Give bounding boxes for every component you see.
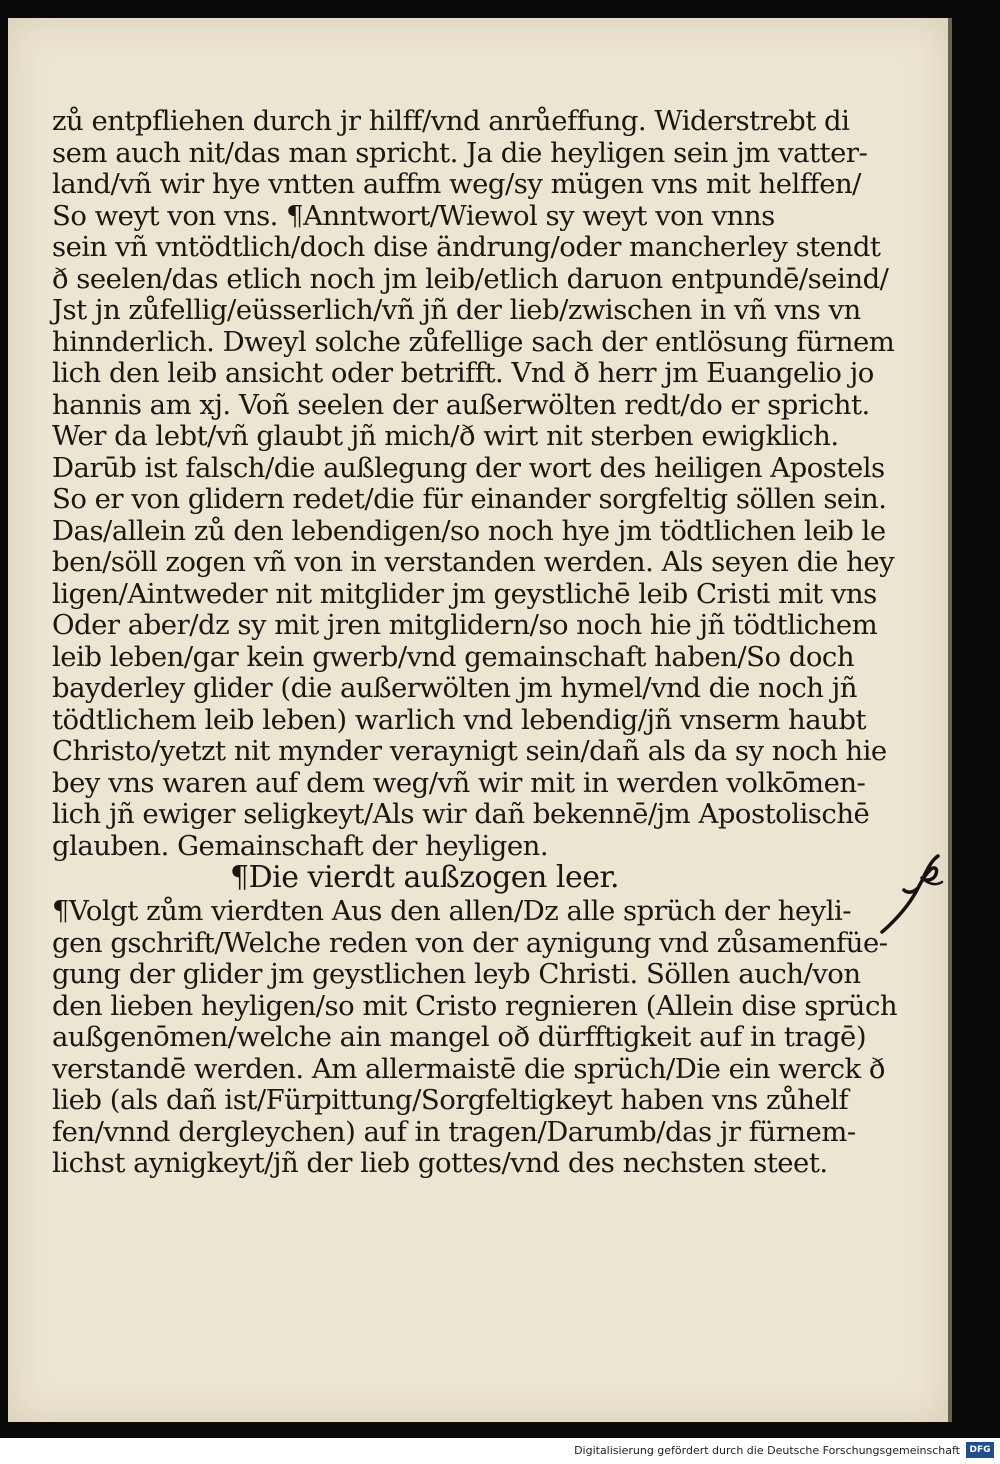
- text-line: sem auch nit/das man spricht. Ja die heyligen sein jm vatter-: [52, 136, 868, 169]
- text-line: Christo/yetzt nit mynder veraynigt sein/dañ als da sy noch hie: [52, 735, 887, 767]
- text-line: leib leben/gar kein gwerb/vnd gemainschaft haben/So doch: [52, 640, 855, 673]
- text-line: bey vns waren auf dem weg/vñ wir mit in werden volkōmen-: [52, 766, 866, 799]
- text-line: Das/allein zů den lebendigen/so noch hye jm tödtlichen leib le: [52, 514, 886, 547]
- text-line: land/vñ wir hye vntten auffm weg/sy mügen vns mit helffen/: [52, 168, 861, 200]
- body-text: [52, 105, 898, 1180]
- text-line: ð seelen/das etlich noch jm leib/etlich daruon entpundē/seind/: [52, 262, 889, 295]
- text-line: Darūb ist falsch/die außlegung der wort des heiligen Apostels: [52, 451, 885, 484]
- text-line: So er von glidern redet/die für einander sorgfeltig söllen sein.: [52, 483, 887, 515]
- text-line: bayderley glider (die außerwölten jm hymel/vnd die noch jñ: [52, 672, 857, 704]
- text-line: lich jñ ewiger seligkeyt/Als wir dañ bekennē/jm Apostolischē: [52, 798, 870, 830]
- text-line: hinnderlich. Dweyl solche zůfellige sach der entlösung fürnem: [52, 325, 895, 358]
- text-line: lich den leib ansicht oder betrifft. Vnd ð herr jm Euangelio jo: [52, 357, 874, 389]
- dfg-logo-icon: DFG: [966, 1442, 994, 1458]
- text-line: außgenōmen/welche ain mangel oð dürfftigkeit auf in tragē): [52, 1021, 867, 1053]
- text-line: verstandē werden. Am allermaistē die sprüch/Die ein werck ð: [52, 1052, 885, 1085]
- text-line: Oder aber/dz sy mit jren mitglidern/so noch hie jñ tödtlichem: [52, 609, 878, 641]
- text-line: glauben. Gemainschaft der heyligen.: [52, 829, 549, 862]
- text-line: tödtlichem leib leben) warlich vnd lebendig/jñ vnserm haubt: [52, 703, 866, 736]
- text-line: Wer da lebt/vñ glaubt jñ mich/ð wirt nit sterben ewigklich.: [52, 420, 839, 452]
- text-line: sein vñ vntödtlich/doch dise ändrung/oder mancherley stendt: [52, 231, 881, 263]
- text-line: lieb (als dañ ist/Fürpittung/Sorgfeltigkeyt haben vns zůhelf: [52, 1084, 849, 1116]
- text-line: gung der glider jm geystlichen leyb Christi. Söllen auch/von: [52, 958, 861, 990]
- text-line: den lieben heyligen/so mit Cristo regnieren (Allein dise sprüch: [52, 989, 898, 1022]
- footer-bar: [0, 1438, 1000, 1464]
- text-line: Jst jn zůfellig/eüsserlich/vñ jñ der lieb/zwischen in vñ vns vn: [52, 294, 861, 326]
- text-line: ligen/Aintweder nit mitglider jm geystlichē leib Cristi mit vns: [52, 577, 877, 610]
- text-line: ben/söll zogen vñ von in verstanden werden. Als seyen die hey: [52, 546, 895, 578]
- section-heading: ¶Die vierdt außzogen leer.: [230, 860, 620, 895]
- page-edge: [948, 18, 952, 1422]
- text-line: So weyt von vns. ¶Anntwort/Wiewol sy weyt von vnns: [52, 199, 775, 232]
- text-line: lichst aynigkeyt/jñ der lieb gottes/vnd des nechsten steet.: [52, 1147, 828, 1179]
- marginal-pointer-drawing: [878, 848, 948, 938]
- text-line: hannis am xj. Voñ seelen der außerwölten redt/do er spricht.: [52, 388, 870, 421]
- text-line: fen/vnnd dergleychen) auf in tragen/Darumb/das jr fürnem-: [52, 1115, 856, 1148]
- text-line: zů entpfliehen durch jr hilff/vnd anrůeffung. Widerstrebt di: [52, 105, 850, 137]
- text-line: gen gschrift/Welche reden von der aynigung vnd zůsamenfüe-: [52, 926, 888, 959]
- text-line: ¶Volgt zům vierdten Aus den allen/Dz alle sprüch der heyli-: [52, 895, 852, 927]
- funding-credit: Digitalisierung gefördert durch die Deutsche Forschungsgemeinschaft: [574, 1444, 960, 1457]
